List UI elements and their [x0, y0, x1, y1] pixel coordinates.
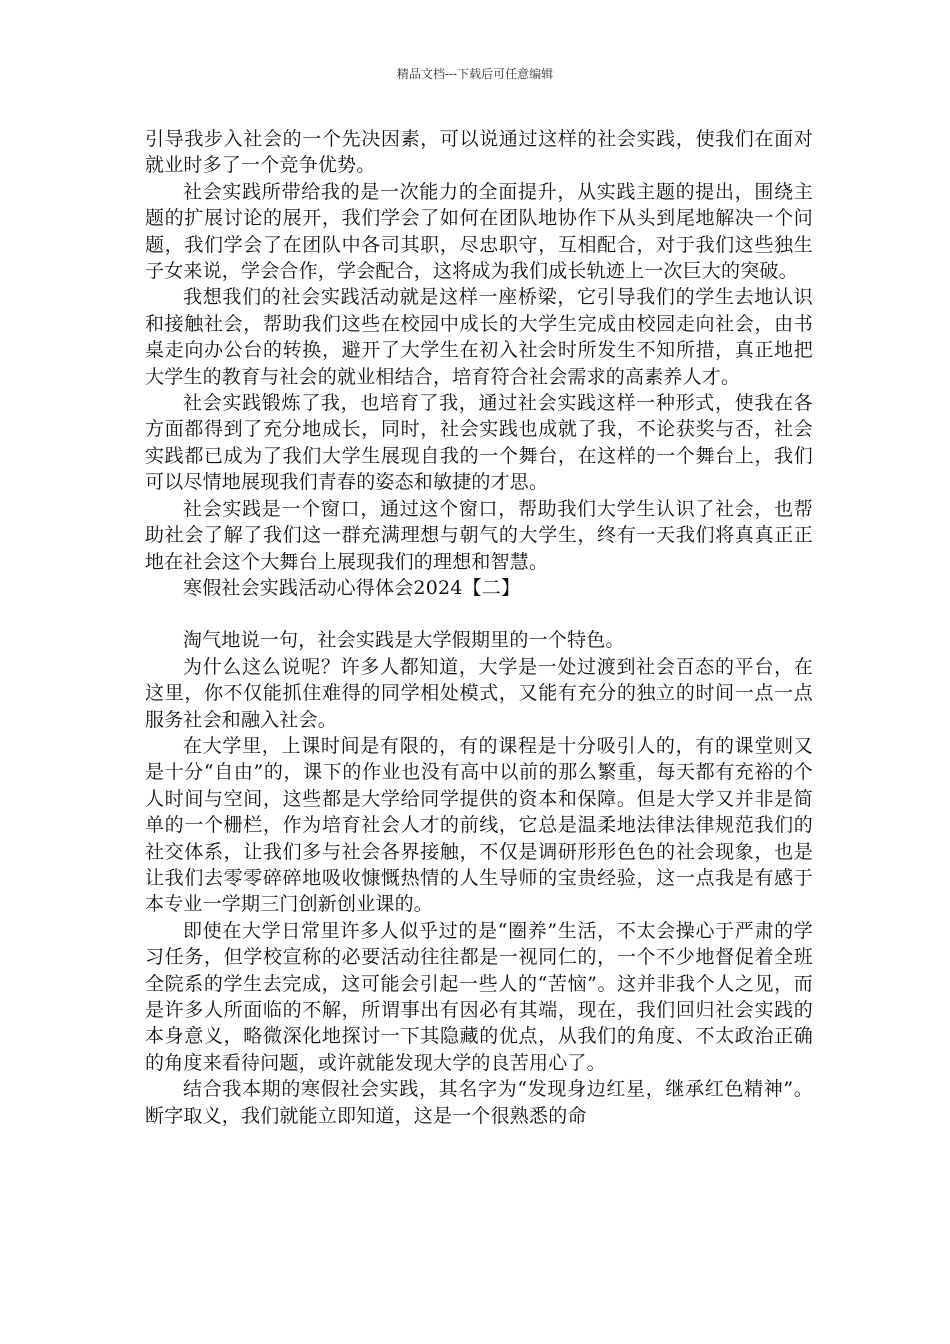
paragraph: 在大学里，上课时间是有限的，有的课程是十分吸引人的，有的课堂则又是十分“自由”的，课下的作业也没有高中以前的那么繁重，每天都有充裕的个人时间与空间，这些都是大学给同学提供的资本和保障。但是大学又并非是简单的一个栅栏，作为培育社会人才的前线，它总是温柔地法律法律规范我们的社交体系，让我们多与社会各界接触，不仅是调研形形色色的社会现象，也是让我们去零零碎碎地吸收慷慨热情的人生导师的宝贵经验，这一点我是有感于本专业一学期三门创新创业课的。 [145, 734, 813, 916]
page-header: 精品文档---下载后可任意编辑 [396, 67, 554, 81]
paragraph: 即使在大学日常里许多人似乎过的是“圈养”生活，不太会操心于严肃的学习任务，但学校宣称的必要活动往往都是一视同仁的，一个不少地督促着全班全院系的学生去完成，这可能会引起一些人的“苦恼”。这并非我个人之见，而是许多人所面临的不解，所谓事出有因必有其端，现在，我们回归社会实践的本身意义，略微深化地探讨一下其隐藏的优点，从我们的角度、不太政治正确的角度来看待问题，或许就能发现大学的良苦用心了。 [145, 919, 813, 1074]
document-body [145, 126, 813, 1129]
paragraph: 我想我们的社会实践活动就是这样一座桥梁，它引导我们的学生去地认识和接触社会，帮助我们这些在校园中成长的大学生完成由校园走向社会，由书桌走向办公台的转换，避开了大学生在初入社会时所发生不知所措，真正地把大学生的教育与社会的就业相结合，培育符合社会需求的高素养人才。 [145, 286, 813, 388]
paragraph: 淘气地说一句，社会实践是大学假期里的一个特色。 [183, 629, 625, 652]
paragraph: 社会实践所带给我的是一次能力的全面提升，从实践主题的提出，围绕主题的扩展讨论的展开，我们学会了如何在团队地协作下从头到尾地解决一个问题，我们学会了在团队中各司其职，尽忠职守，互相配合，对于我们这些独生子女来说，学会合作，学会配合，这将成为我们成长轨迹上一次巨大的突破。 [145, 180, 813, 283]
paragraph: 为什么这么说呢？许多人都知道，大学是一处过渡到社会百态的平台，在这里，你不仅能抓住难得的同学相处模式，又能有充分的独立的时间一点一点服务社会和融入社会。 [145, 655, 813, 731]
paragraph: 引导我步入社会的一个先决因素，可以说通过这样的社会实践，使我们在面对就业时多了一个竞争优势。 [145, 128, 813, 177]
paragraph: 社会实践是一个窗口，通过这个窗口，帮助我们大学生认识了社会，也帮助社会了解了我们这一群充满理想与朝气的大学生，终有一天我们将真真正正地在社会这个大舞台上展现我们的理想和智慧。 [145, 497, 813, 573]
paragraph: 社会实践锻炼了我，也培育了我，通过社会实践这样一种形式，使我在各方面都得到了充分地成长，同时，社会实践也成就了我，不论获奖与否，社会实践都已成为了我们大学生展现自我的一个舞台，在这样的一个舞台上，我们可以尽情地展现我们青春的姿态和敏捷的才思。 [145, 392, 813, 494]
paragraph: 结合我本期的寒假社会实践，其名字为“发现身边红星，继承红色精神”。断字取义，我们就能立即知道，这是一个很熟悉的命 [145, 1078, 813, 1127]
section-heading: 寒假社会实践活动心得体会2024【二】 [183, 576, 521, 599]
